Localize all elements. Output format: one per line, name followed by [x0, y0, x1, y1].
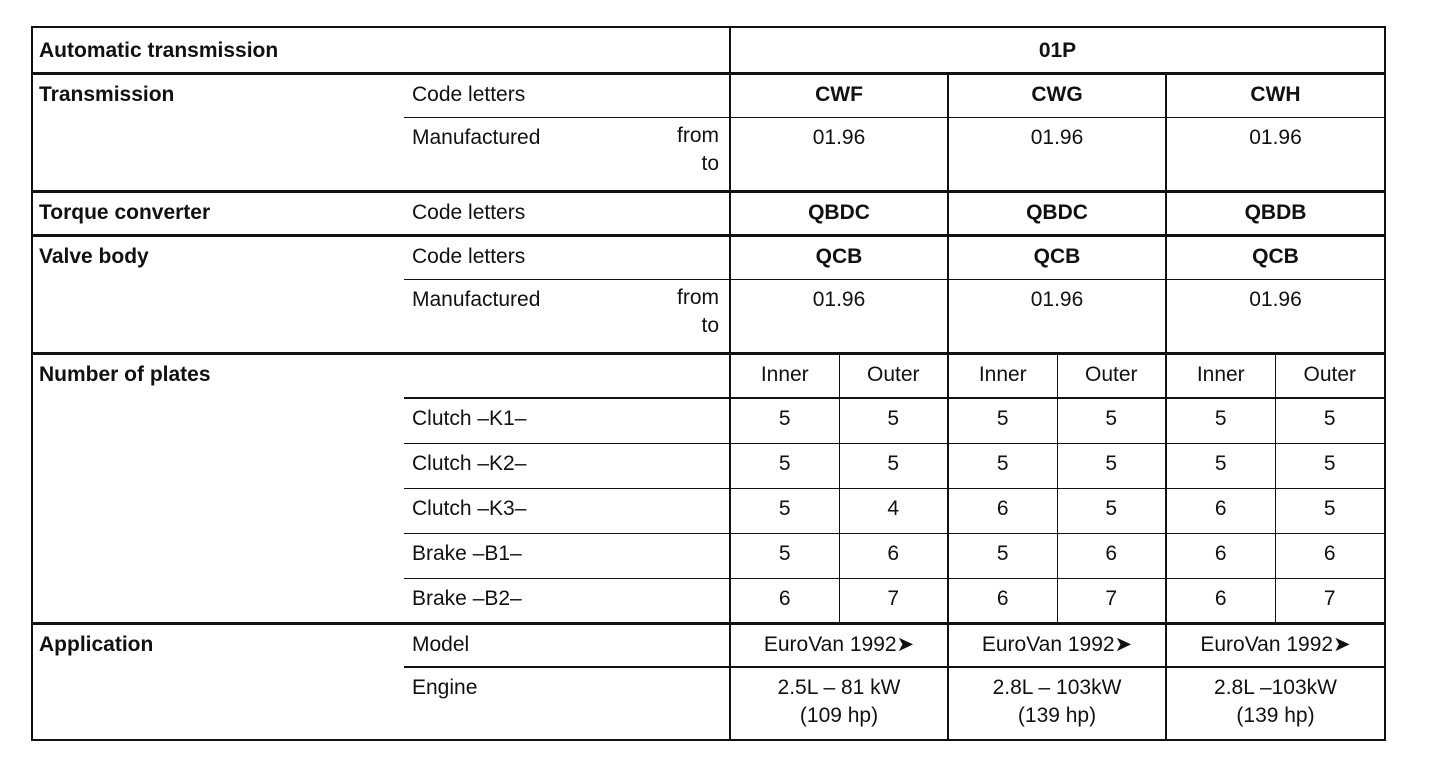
from-label: from — [677, 123, 719, 147]
outer-header-3: Outer — [1275, 353, 1385, 398]
torque-converter-row — [32, 191, 1385, 235]
outer-header-1: Outer — [839, 353, 948, 398]
plate-value: 5 — [1275, 398, 1385, 443]
plates-row-label: Clutch –K3– — [404, 488, 730, 533]
plate-value: 6 — [1275, 533, 1385, 578]
valve-body-manufactured-3: 01.96 — [1166, 279, 1385, 353]
valve-body-code-2: QCB — [948, 235, 1166, 279]
plate-value: 5 — [948, 398, 1057, 443]
plate-value: 5 — [730, 398, 839, 443]
torque-converter-code-2: QBDC — [948, 191, 1166, 235]
engine-1-hp: (109 hp) — [799, 704, 879, 727]
plate-value: 5 — [1057, 398, 1166, 443]
plates-row-label: Brake –B1– — [404, 533, 730, 578]
engine-label: Engine — [404, 667, 730, 740]
engine-1 — [730, 667, 948, 740]
valve-body-manufactured-1: 01.96 — [730, 279, 948, 353]
plates-header-row — [32, 353, 1385, 398]
inner-header-3: Inner — [1166, 353, 1275, 398]
transmission-manufactured-1: 01.96 — [730, 117, 948, 191]
plate-value: 6 — [1166, 533, 1275, 578]
engine-2-hp: (139 hp) — [1017, 704, 1097, 727]
plate-value: 5 — [730, 443, 839, 488]
from-label: from — [677, 285, 719, 309]
valve-body-manufactured-2: 01.96 — [948, 279, 1166, 353]
valve-body-code-row — [32, 235, 1385, 279]
plate-value: 5 — [948, 533, 1057, 578]
inner-header-1: Inner — [730, 353, 839, 398]
outer-header-2: Outer — [1057, 353, 1166, 398]
plate-value: 6 — [730, 578, 839, 623]
header-value: 01P — [730, 27, 1385, 73]
plate-value: 6 — [1166, 488, 1275, 533]
plate-value: 7 — [839, 578, 948, 623]
valve-body-code-label: Code letters — [404, 235, 730, 279]
inner-header-2: Inner — [948, 353, 1057, 398]
header-label: Automatic transmission — [39, 39, 279, 62]
valve-body-manufactured-label: Manufactured — [404, 279, 664, 353]
plate-value: 5 — [1275, 488, 1385, 533]
engine-3-output: 2.8L –103kW — [1214, 676, 1337, 699]
plates-category: Number of plates — [32, 353, 404, 623]
torque-converter-code-1: QBDC — [730, 191, 948, 235]
transmission-category: Transmission — [32, 73, 404, 191]
plate-value: 6 — [1057, 533, 1166, 578]
valve-body-code-1: QCB — [730, 235, 948, 279]
model-1: EuroVan 1992➤ — [730, 623, 948, 667]
transmission-manufactured-3: 01.96 — [1166, 117, 1385, 191]
plate-value: 6 — [948, 578, 1057, 623]
plate-value: 7 — [1275, 578, 1385, 623]
model-label: Model — [404, 623, 730, 667]
plates-header-blank — [404, 353, 730, 398]
to-label: to — [701, 151, 719, 175]
model-2: EuroVan 1992➤ — [948, 623, 1166, 667]
plate-value: 5 — [730, 533, 839, 578]
transmission-manufactured-2: 01.96 — [948, 117, 1166, 191]
plate-value: 5 — [1166, 443, 1275, 488]
header-row — [32, 27, 1385, 73]
transmission-spec-table — [31, 26, 1386, 741]
to-label: to — [701, 313, 719, 337]
engine-2 — [948, 667, 1166, 740]
valve-body-category: Valve body — [32, 235, 404, 353]
application-model-row — [32, 623, 1385, 667]
plate-value: 6 — [948, 488, 1057, 533]
model-3: EuroVan 1992➤ — [1166, 623, 1385, 667]
engine-2-output: 2.8L – 103kW — [992, 676, 1122, 699]
plate-value: 5 — [1166, 398, 1275, 443]
engine-1-output: 2.5L – 81 kW — [777, 676, 901, 699]
plate-value: 5 — [1057, 443, 1166, 488]
plates-row-label: Clutch –K1– — [404, 398, 730, 443]
transmission-code-label: Code letters — [404, 73, 730, 117]
plate-value: 6 — [1166, 578, 1275, 623]
transmission-code-1: CWF — [730, 73, 948, 117]
engine-3-hp: (139 hp) — [1236, 704, 1315, 727]
transmission-code-row — [32, 73, 1385, 117]
transmission-from-to — [664, 117, 730, 191]
plate-value: 5 — [839, 443, 948, 488]
plate-value: 5 — [730, 488, 839, 533]
valve-body-code-3: QCB — [1166, 235, 1385, 279]
plate-value: 7 — [1057, 578, 1166, 623]
plates-row-label: Clutch –K2– — [404, 443, 730, 488]
transmission-manufactured-label: Manufactured — [404, 117, 664, 191]
plate-value: 5 — [839, 398, 948, 443]
torque-converter-category: Torque converter — [32, 191, 404, 235]
transmission-code-2: CWG — [948, 73, 1166, 117]
engine-3 — [1166, 667, 1385, 740]
torque-converter-code-label: Code letters — [404, 191, 730, 235]
plate-value: 5 — [1275, 443, 1385, 488]
plate-value: 6 — [839, 533, 948, 578]
plate-value: 5 — [1057, 488, 1166, 533]
valve-body-from-to — [664, 279, 730, 353]
plates-row-label: Brake –B2– — [404, 578, 730, 623]
torque-converter-code-3: QBDB — [1166, 191, 1385, 235]
application-category: Application — [32, 623, 404, 740]
plate-value: 4 — [839, 488, 948, 533]
transmission-code-3: CWH — [1166, 73, 1385, 117]
plate-value: 5 — [948, 443, 1057, 488]
